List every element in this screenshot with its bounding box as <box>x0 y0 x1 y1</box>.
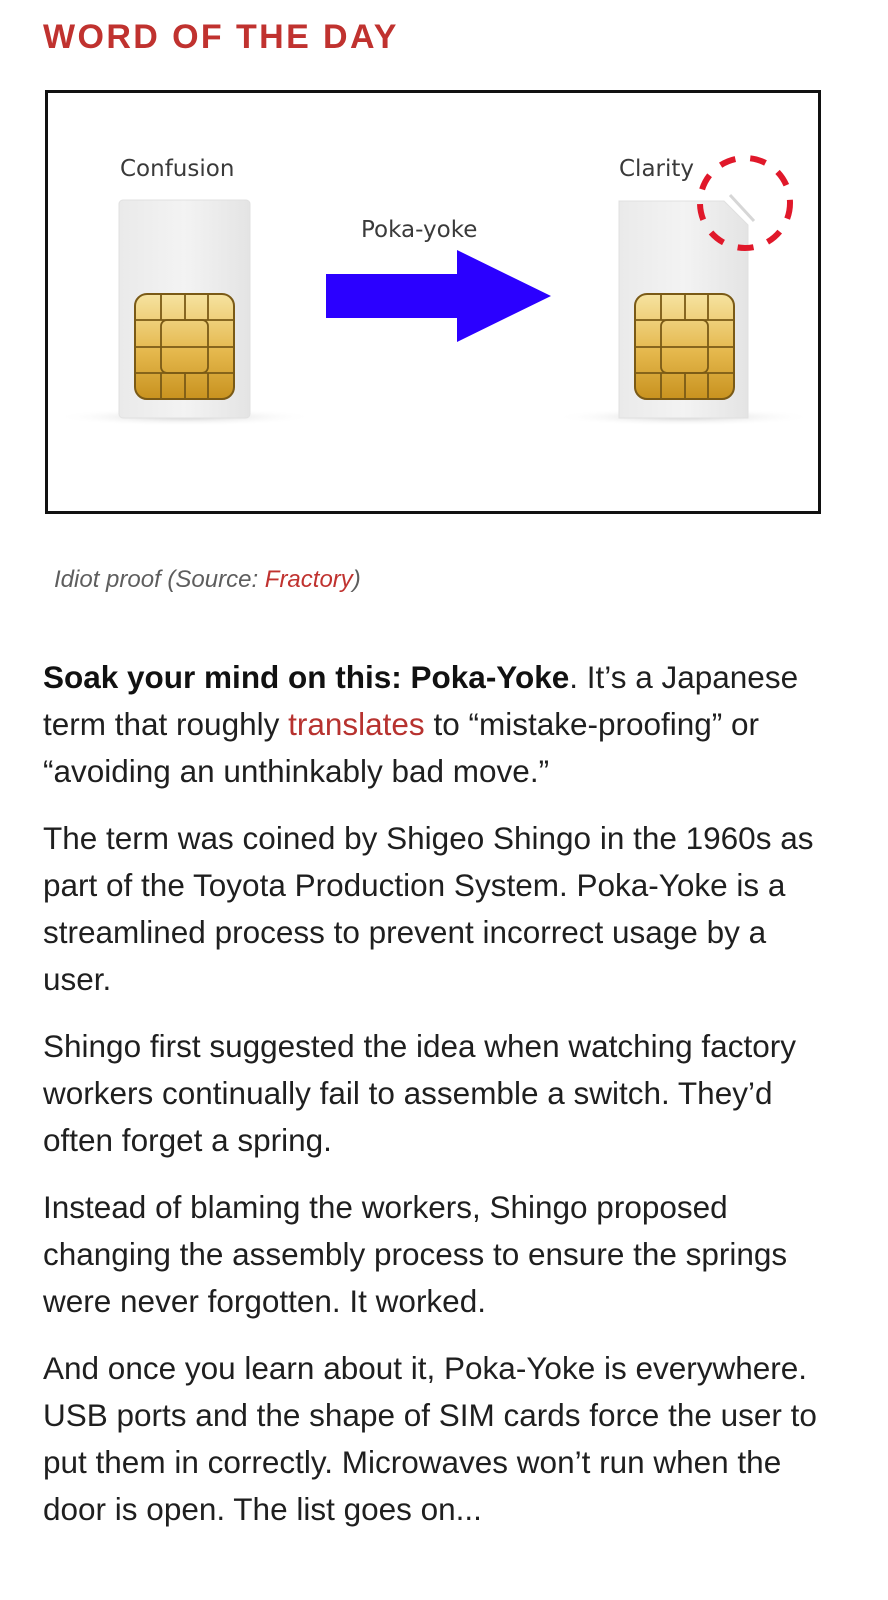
sim-chip-right <box>635 294 734 399</box>
paragraph-solution: Instead of blaming the workers, Shingo proposed changing the assembly process to ensure the springs were never forgotten. It worked. <box>43 1189 788 1319</box>
intro-bold-text: Soak your mind on this: Poka-Yoke <box>43 659 570 695</box>
sim-card-right <box>554 158 814 426</box>
label-poka-yoke: Poka-yoke <box>361 217 478 243</box>
intro-text-1: . It’s a Japanese term that roughly <box>43 659 799 742</box>
poka-yoke-figure <box>45 90 821 514</box>
label-clarity: Clarity <box>619 156 695 182</box>
caption-source-link[interactable]: Fractory <box>264 566 353 593</box>
article-body <box>43 654 843 1553</box>
section-title: WORD OF THE DAY <box>43 18 399 56</box>
paragraph-idea: Shingo first suggested the idea when watching factory workers continually fail to assemble a switch. They’d often forget a spring. <box>43 1028 796 1158</box>
intro-text-2: to “mistake-proofing” or “avoiding an unthinkably bad move.” <box>43 706 760 789</box>
paragraph-examples: And once you learn about it, Poka-Yoke is everywhere. USB ports and the shape of SIM cards force the user to put them in correctly. Microwaves won’t run when the door is open. The list goes on... <box>43 1350 817 1527</box>
figure-caption <box>54 566 361 594</box>
poka-yoke-illustration <box>48 93 818 511</box>
label-confusion: Confusion <box>120 156 235 182</box>
translates-link[interactable]: translates <box>288 706 425 742</box>
caption-suffix: ) <box>352 566 361 593</box>
paragraph-origin: The term was coined by Shigeo Shingo in the 1960s as part of the Toyota Production System. Poka-Yoke is a streamlined process to prevent incorrect usage by a user. <box>43 820 814 997</box>
sim-card-left <box>55 200 315 426</box>
paragraph-intro <box>43 654 843 795</box>
caption-prefix: Idiot proof (Source: <box>54 566 265 593</box>
arrow-right-icon <box>326 250 551 342</box>
sim-chip-left <box>135 294 234 399</box>
